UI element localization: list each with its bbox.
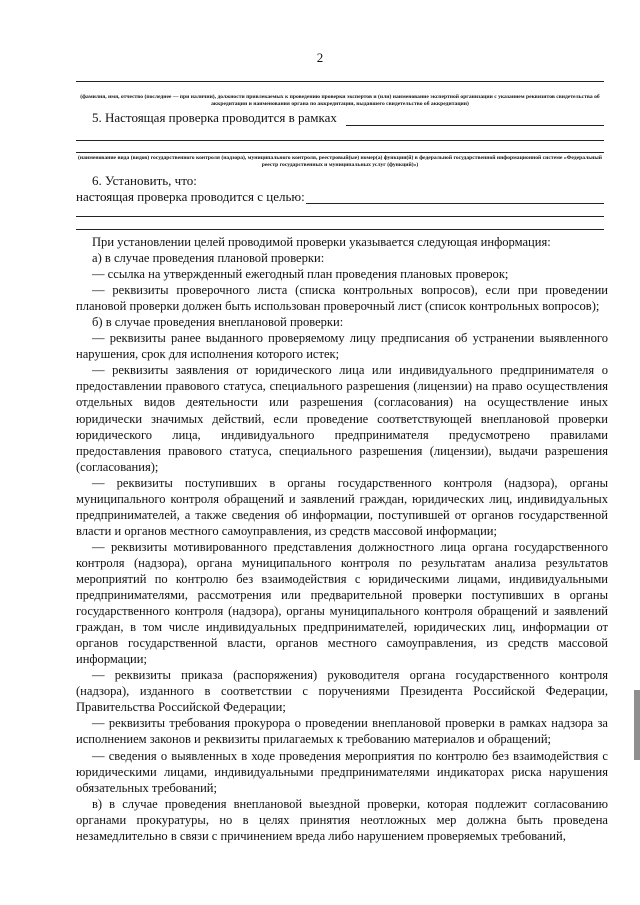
control-type-caption: (наименование вида (видов) государственного контроля (надзора), муниципального контроля, реестровый(ые) номер(а) функции(й) в федеральной государственной информационной системе «Федеральный реестр государственных и муниципальных услуг (функций)») bbox=[78, 155, 602, 168]
paragraph: — реквизиты поступивших в органы государственного контроля (надзора), органы муниципального контроля обращений и заявлений граждан, юридических лиц, индивидуальных предпринимателей, а также сведения об информации, поступившей от органов государственной власти и органов местного самоуправления, из средств массовой информации; bbox=[76, 475, 608, 538]
paragraph: — реквизиты заявления от юридического лица или индивидуального предпринимателя о предоставлении правового статуса, специального разрешения (лицензии) на право осуществления отдельных видов деятельности или разрешения (согласования) на осуществление иных юридически значимых действий, если проведение соответствующей внеплановой проверки юридического лица, индивидуального предпринимателя предусмотрено правилами предоставления правового статуса, специального разрешения (лицензии), выдачи разрешения (согласования); bbox=[76, 363, 608, 474]
purpose-fill-line bbox=[306, 203, 604, 204]
body-text bbox=[76, 234, 608, 844]
control-type-caption-line bbox=[76, 152, 604, 153]
experts-caption: (фамилия, имя, отчество (последнее — при наличии), должности привлекаемых к проведению проверки экспертов и (или) наименование экспертной организации с указанием реквизитов свидетельства об аккредитации и наименования органа по аккредитации, выдавшего свидетельство об аккредитации) bbox=[80, 94, 600, 107]
paragraph: — реквизиты требования прокурора о проведении внеплановой проверки в рамках надзора за исполнением законов и реквизиты прилагаемых к требованию материалов и обращений; bbox=[76, 716, 608, 747]
paragraph: — реквизиты проверочного листа (списка контрольных вопросов), если при проведении плановой проверки должен быть использован проверочный лист (список контрольных вопросов); bbox=[76, 283, 608, 314]
scan-edge-mark bbox=[634, 690, 640, 760]
item-6-purpose-label: настоящая проверка проводится с целью: bbox=[76, 189, 305, 204]
experts-fill-line bbox=[76, 81, 604, 82]
item-6-label: 6. Установить, что: bbox=[92, 173, 197, 188]
paragraph: в) в случае проведения внеплановой выездной проверки, которая подлежит согласованию органами прокуратуры, но в целях принятия неотложных мер должна быть проведена незамедлительно в связи с причинением вреда либо нарушением проверяемых требований, bbox=[76, 796, 608, 843]
paragraph: — сведения о выявленных в ходе проведения мероприятия по контролю без взаимодействия с юридическими лицами, индивидуальными предпринимателями индикаторах риска нарушения обязательных требований; bbox=[76, 748, 608, 795]
page-number: 2 bbox=[316, 50, 324, 65]
paragraph: а) в случае проведения плановой проверки: bbox=[92, 251, 325, 266]
paragraph: При установлении целей проводимой проверки указывается следующая информация: bbox=[92, 235, 551, 249]
paragraph: — реквизиты приказа (распоряжения) руководителя органа государственного контроля (надзора), изданного в соответствии с поручениями Президента Российской Федерации, Правительства Российской Федерации; bbox=[76, 668, 608, 715]
item-5-fill-line-2 bbox=[76, 140, 604, 141]
paragraph: — реквизиты ранее выданного проверяемому лицу предписания об устранении выявленного нарушения, срок для исполнения которого истек; bbox=[76, 331, 608, 362]
purpose-fill-line-3 bbox=[76, 229, 604, 230]
item-5-fill-line bbox=[346, 125, 604, 126]
paragraph: — ссылка на утвержденный ежегодный план проведения плановых проверок; bbox=[92, 267, 509, 282]
paragraph: — реквизиты мотивированного представления должностного лица органа государственного контроля (надзора), органа муниципального контроля по результатам анализа результатов мероприятий по контролю без взаимодействия с юридическими лицами, индивидуальными предпринимателями, рассмотрения или предварительной проверки поступивших в органы государственного контроля (надзора), органы муниципального контроля обращений и заявлений граждан, в том числе индивидуальных предпринимателей, юридических лиц, информации от органов государственной власти, органов местного самоуправления, из средств массовой информации; bbox=[76, 539, 608, 667]
purpose-fill-line-2 bbox=[76, 216, 604, 217]
paragraph: б) в случае проведения внеплановой проверки: bbox=[92, 315, 344, 330]
item-5-label: 5. Настоящая проверка проводится в рамках bbox=[92, 110, 337, 125]
